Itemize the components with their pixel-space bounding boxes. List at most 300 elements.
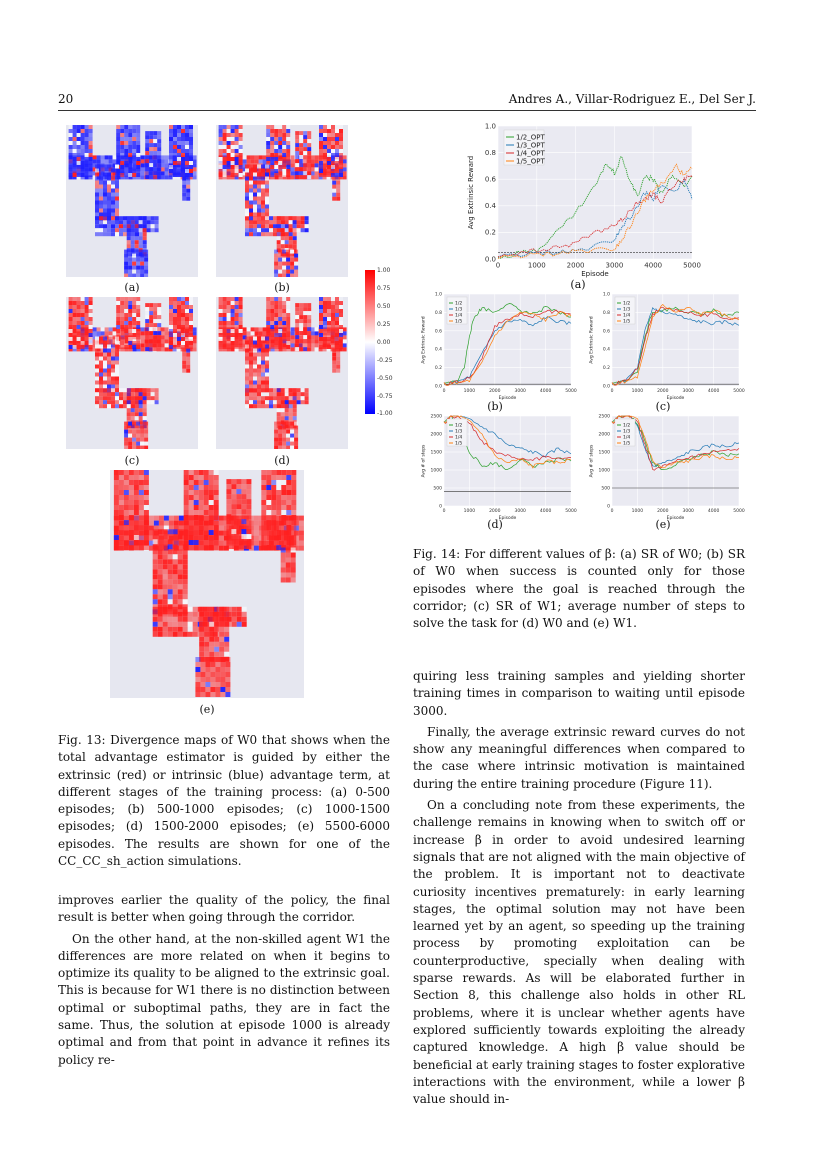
map-cell [99,381,103,385]
map-cell [209,632,214,637]
map-cell [293,216,297,220]
map-cell [132,438,136,442]
map-cell [99,392,103,396]
y-tick-label: 0.2 [484,228,496,237]
map-cell [127,388,131,392]
map-cell [89,317,93,321]
map-cell [269,404,273,408]
map-cell [177,141,181,145]
map-cell [242,617,247,622]
map-cell [285,396,289,400]
map-cell [134,520,139,525]
map-cell [286,125,290,129]
map-cell [274,341,278,345]
map-cell [89,165,93,169]
map-cell [136,125,140,129]
map-cell [282,153,286,157]
map-cell [315,159,319,163]
map-cell [144,266,148,270]
map-cell [204,520,209,525]
map-cell [153,589,158,594]
map-cell [132,274,136,277]
map-cell [291,505,296,510]
map-cell [131,396,135,400]
map-cell [195,662,200,667]
map-cell [185,317,189,321]
map-cell [124,446,128,449]
map-cell [285,392,289,396]
map-cell [237,612,242,617]
map-cell [327,173,331,177]
map-cell [331,309,335,313]
map-cell [143,240,147,244]
map-cell [178,574,183,579]
map-cell [115,165,119,169]
map-cell [291,578,296,583]
map-cell [266,470,271,475]
map-cell [274,317,278,321]
map-cell [151,400,155,404]
map-cell [219,516,224,521]
x-tick-label: 0 [442,389,446,394]
map-cell [239,333,243,337]
map-cell [282,317,286,321]
map-cell [270,125,274,129]
map-cell [111,220,115,224]
map-cell [199,612,204,617]
map-cell [232,622,237,627]
map-cell [107,205,111,209]
map-cell [81,137,85,141]
map-svg-c [66,297,198,449]
map-cell [124,333,128,337]
map-cell [270,325,274,329]
map-cell [136,345,140,349]
map-cell [225,662,230,667]
map-cell [199,520,204,525]
map-cell [173,594,178,599]
map-cell [169,516,174,521]
map-cell [116,301,120,305]
map-cell [200,687,205,692]
map-cell [163,627,168,632]
map-cell [209,500,214,505]
map-cell [73,313,77,317]
map-cell [323,329,327,333]
map-cell [145,163,149,167]
map-cell [223,153,227,157]
map-cell [297,228,301,232]
map-cell [245,181,249,185]
map-cell [183,612,188,617]
map-cell [227,301,231,305]
map-cell [251,331,255,335]
map-cell [186,193,190,197]
map-cell [134,470,139,475]
map-cell [273,392,277,396]
map-cell [253,392,257,396]
map-cell [249,365,253,369]
map-cell [132,309,136,313]
map-cell [136,297,140,301]
map-cell [194,500,199,505]
map-cell [120,129,124,133]
map-cell [217,617,222,622]
map-cell [153,554,158,559]
map-cell [251,327,255,331]
map-cell [277,240,281,244]
map-cell [136,309,140,313]
map-cell [149,347,153,351]
map-cell [281,515,286,520]
map-cell [271,495,276,500]
map-cell [157,159,161,163]
map-cell [119,540,124,545]
map-cell [85,301,89,305]
map-cell [144,426,148,430]
map-cell [81,329,85,333]
map-cell [253,357,257,361]
map-cell [168,589,173,594]
map-cell [103,392,107,396]
map-cell [199,607,204,612]
map-cell [286,329,290,333]
map-cell [245,341,249,345]
map-cell [245,345,249,349]
map-cell [286,475,291,480]
map-cell [132,137,136,141]
map-cell [153,347,157,351]
map-cell [135,220,139,224]
map-cell [89,149,93,153]
map-cell [282,262,286,266]
map-cell [331,325,335,329]
map-cell [135,236,139,240]
map-cell [226,534,231,539]
map-cell [143,412,147,416]
map-cell [129,515,134,520]
map-cell [183,539,188,544]
map-cell [141,159,145,163]
map-cell [158,574,163,579]
map-cell [222,622,227,627]
map-cell [332,365,336,369]
map-cell [120,321,124,325]
map-cell [136,129,140,133]
map-cell [276,545,281,550]
map-cell [128,165,132,169]
map-cell [141,171,145,175]
map-cell [131,244,135,248]
map-cell [249,185,253,189]
map-cell [261,510,266,515]
map-cell [183,574,188,579]
map-cell [147,400,151,404]
map-cell [99,193,103,197]
map-cell [282,430,286,434]
map-cell [278,254,282,258]
map-cell [209,545,214,550]
map-cell [182,349,186,353]
map-cell [223,165,227,169]
map-cell [253,400,257,404]
map-cell [89,145,93,149]
map-cell [331,341,335,345]
map-cell [291,500,296,505]
map-cell [200,677,205,682]
map-cell [315,167,319,171]
map-cell [145,167,149,171]
map-cell [235,129,239,133]
map-cell [147,392,151,396]
map-cell [120,329,124,333]
map-cell [286,161,290,165]
map-cell [249,404,253,408]
map-cell [136,422,140,426]
map-cell [189,545,194,550]
map-cell [327,153,331,157]
map-cell [99,341,103,345]
map-cell [253,216,257,220]
map-cell [163,594,168,599]
map-cell [276,480,281,485]
map-cell [157,331,161,335]
map-cell [124,515,129,520]
map-cell [274,254,278,258]
map-cell [189,301,193,305]
map-cell [227,161,231,165]
map-cell [77,321,81,325]
map-cell [281,558,286,563]
map-cell [261,228,265,232]
map-cell [271,545,276,550]
map-cell [149,339,153,343]
map-cell [327,129,331,133]
map-cell [173,313,177,317]
map-cell [177,137,181,141]
map-cell [245,201,249,205]
map-cell [295,311,299,315]
map-cell [178,589,183,594]
map-cell [158,539,163,544]
map-cell [195,667,200,672]
map-cell [143,232,147,236]
map-cell [103,337,107,341]
map-cell [263,159,267,163]
map-cell [185,153,189,157]
map-cell [163,612,168,617]
map-cell [99,396,103,400]
legend-label: 1/2 [455,301,463,307]
map-cell [128,173,132,177]
map-cell [153,584,158,589]
map-cell [103,373,107,377]
map-cell [241,534,246,539]
map-cell [303,319,307,323]
map-cell [299,147,303,151]
map-cell [286,430,290,434]
map-cell [120,133,124,137]
map-cell [282,325,286,329]
map-cell [226,529,231,534]
map-cell [128,313,132,317]
map-cell [245,400,249,404]
map-cell [185,337,189,341]
map-cell [270,149,274,153]
map-cell [226,484,231,489]
map-cell [282,133,286,137]
map-cell [274,305,278,309]
chart-b [420,290,575,400]
map-cell [178,607,183,612]
map-cell [149,131,153,135]
map-cell [181,329,185,333]
map-cell [157,163,161,167]
map-cell [327,337,331,341]
map-cell [81,333,85,337]
map-cell [168,607,173,612]
map-cell [286,337,290,341]
map-cell [173,341,177,345]
map-cell [289,388,293,392]
map-cell [236,489,241,494]
map-cell [215,687,220,692]
map-cell [189,337,193,341]
fig14-label-d: (d) [487,518,503,531]
map-cell [107,388,111,392]
map-cell [132,254,136,258]
map-cell [289,392,293,396]
map-cell [219,153,223,157]
map-cell [95,228,99,232]
map-cell [136,258,140,262]
map-cell [241,484,246,489]
map-cell [253,396,257,400]
map-cell [265,369,269,373]
map-cell [103,361,107,365]
map-cell [214,632,219,637]
map-cell [149,335,153,339]
map-cell [145,139,149,143]
map-cell [193,343,197,347]
x-tick-label: 3000 [682,509,694,514]
map-cell [243,327,247,331]
map-cell [173,632,178,637]
map-cell [222,617,227,622]
map-cell [103,181,107,185]
map-cell [178,534,183,539]
map-cell [85,297,89,301]
map-cell [276,520,281,525]
map-cell [73,317,77,321]
map-cell [286,470,291,475]
map-cell [278,341,282,345]
map-cell [286,317,290,321]
map-cell [274,434,278,438]
map-cell [226,479,231,484]
map-cell [311,327,315,331]
map-cell [119,224,123,228]
map-cell [231,499,236,504]
map-cell [135,232,139,236]
map-cell [177,169,181,173]
map-cell [261,495,266,500]
map-cell [331,165,335,169]
map-cell [95,353,99,357]
map-cell [188,612,193,617]
map-cell [270,309,274,313]
map-cell [299,143,303,147]
map-cell [235,341,239,345]
map-cell [339,173,343,177]
map-cell [265,357,269,361]
map-cell [189,141,193,145]
map-cell [241,479,246,484]
map-cell [281,500,286,505]
map-cell [271,470,276,475]
map-cell [185,173,189,177]
map-cell [139,515,144,520]
map-cell [81,325,85,329]
map-cell [173,534,178,539]
map-cell [266,137,270,141]
map-cell [186,189,190,193]
map-cell [209,515,214,520]
map-cell [158,564,163,569]
map-cell [336,349,340,353]
map-cell [282,341,286,345]
map-cell [277,220,281,224]
map-cell [223,325,227,329]
map-cell [231,309,235,313]
map-cell [168,574,173,579]
map-cell [219,169,223,173]
map-cell [89,169,93,173]
map-cell [278,325,282,329]
map-cell [89,305,93,309]
map-cell [99,353,103,357]
y-tick-label: 0.6 [484,175,496,184]
map-cell [149,135,153,139]
map-cell [236,484,241,489]
map-cell [291,535,296,540]
map-cell [276,490,281,495]
map-cell [286,568,291,573]
map-cell [219,637,224,642]
map-cell [299,303,303,307]
map-cell [261,197,265,201]
map-cell [253,169,257,173]
map-cell [158,584,163,589]
map-cell [278,274,282,277]
map-cell [282,442,286,446]
map-cell [249,169,253,173]
map-cell [124,125,128,129]
map-cell [249,177,253,181]
map-cell [153,539,158,544]
map-cell [227,157,231,161]
map-cell [219,642,224,647]
map-cell [277,224,281,228]
map-cell [214,475,219,480]
map-cell [339,325,343,329]
map-cell [69,333,73,337]
map-cell [239,173,243,177]
map-cell [266,309,270,313]
map-cell [178,554,183,559]
map-cell [242,622,247,627]
map-cell [163,632,168,637]
